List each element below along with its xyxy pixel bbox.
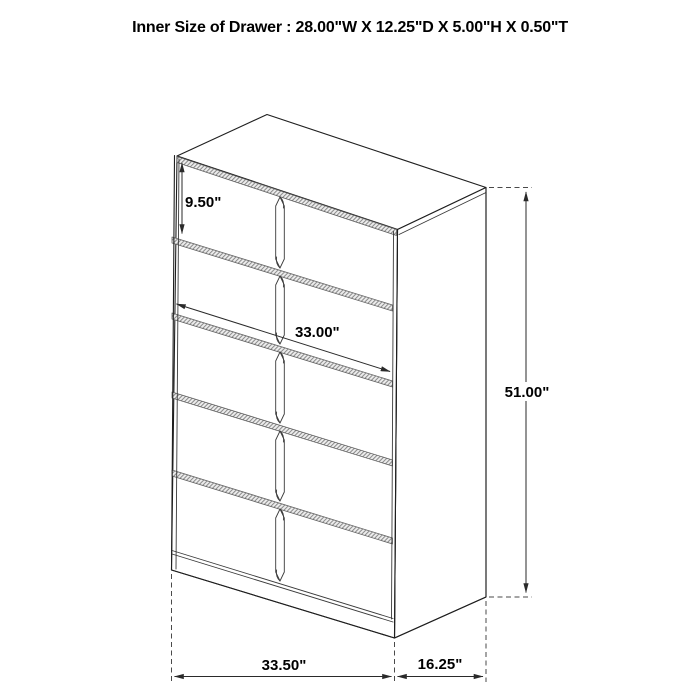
dimension-label-overall-width: 33.50"	[261, 657, 307, 674]
diagram-title: Inner Size of Drawer : 28.00"W X 12.25"D X 5.00"H X 0.50"T	[132, 19, 568, 36]
dimension-label-top-drawer-height: 9.50"	[185, 194, 222, 211]
chest-side-face	[395, 188, 487, 639]
dimension-label-overall-depth: 16.25"	[417, 656, 463, 673]
center-gap-strip	[276, 431, 285, 501]
center-gap-strips	[276, 197, 285, 581]
center-gap-strip	[276, 276, 285, 344]
dimension-label-overall-height: 51.00"	[504, 384, 550, 401]
dimension-label-front-width: 33.00"	[295, 324, 340, 341]
